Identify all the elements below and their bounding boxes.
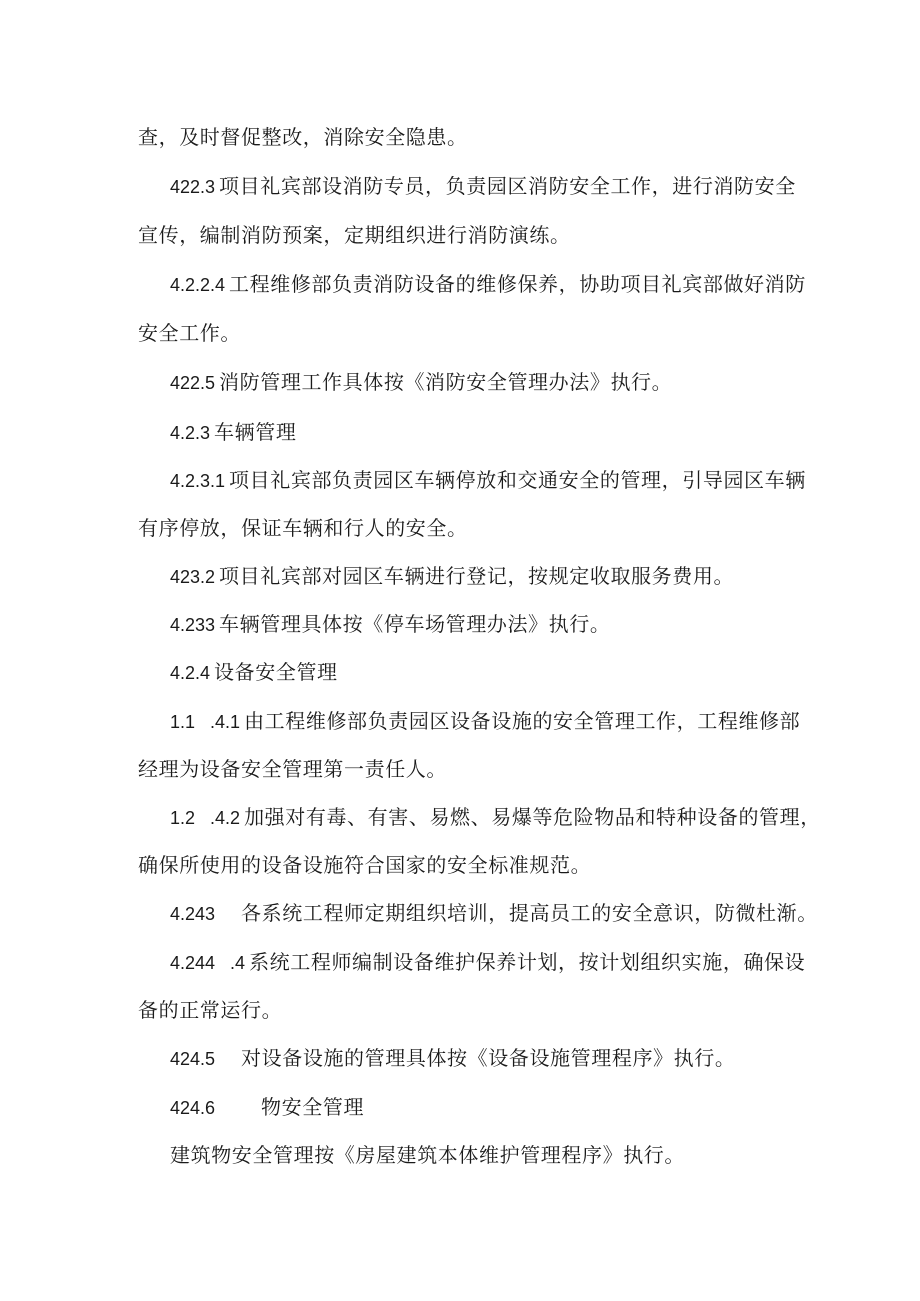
text-line-6: 422.5 消防管理工作具体按《消防安全管理办法》执行。 <box>170 370 673 394</box>
section-heading-4-2-3: 4.2.3 车辆管理 <box>170 420 297 444</box>
section-heading-4-2-4: 4.2.4 设备安全管理 <box>170 660 338 684</box>
text-line-17: 4.243 各系统工程师定期组织培训，提高员工的安全意识，防微杜渐。 <box>170 901 818 925</box>
text-line-11: 4.233 车辆管理具体按《停车场管理办法》执行。 <box>170 612 611 636</box>
text-line-5: 安全工作。 <box>138 321 241 345</box>
text-line-9: 有序停放，保证车辆和行人的安全。 <box>138 516 468 540</box>
text-line-1: 查，及时督促整改，消除安全隐患。 <box>138 125 468 149</box>
text-line-15: 1.2 .4.2 加强对有毒、有害、易燃、易爆等危险物品和特种设备的管理， <box>170 805 821 829</box>
text-line-18: 4.244 .4 系统工程师编制设备维护保养计划，按计划组织实施，确保设 <box>170 950 806 974</box>
text-line-13: 1.1 .4.1 由工程维修部负责园区设备设施的安全管理工作，工程维修部 <box>170 709 801 733</box>
text-line-8: 4.2.3.1 项目礼宾部负责园区车辆停放和交通安全的管理，引导园区车辆 <box>170 468 806 492</box>
text-line-16: 确保所使用的设备设施符合国家的安全标准规范。 <box>138 853 592 877</box>
section-heading-4-2-4-6: 424.6 物安全管理 <box>170 1095 365 1119</box>
text-line-22: 建筑物安全管理按《房屋建筑本体维护管理程序》执行。 <box>170 1143 685 1167</box>
text-line-4: 4.2.2.4 工程维修部负责消防设备的维修保养，协助项目礼宾部做好消防 <box>170 272 806 296</box>
text-line-10: 423.2 项目礼宾部对园区车辆进行登记，按规定收取服务费用。 <box>170 564 735 588</box>
text-line-2: 422.3 项目礼宾部设消防专员，负责园区消防安全工作，进行消防安全 <box>170 174 796 198</box>
text-line-14: 经理为设备安全管理第一责任人。 <box>138 757 447 781</box>
text-line-20: 424.5 对设备设施的管理具体按《设备设施管理程序》执行。 <box>170 1046 736 1070</box>
text-line-19: 备的正常运行。 <box>138 998 283 1022</box>
text-line-3: 宣传，编制消防预案，定期组织进行消防演练。 <box>138 223 571 247</box>
